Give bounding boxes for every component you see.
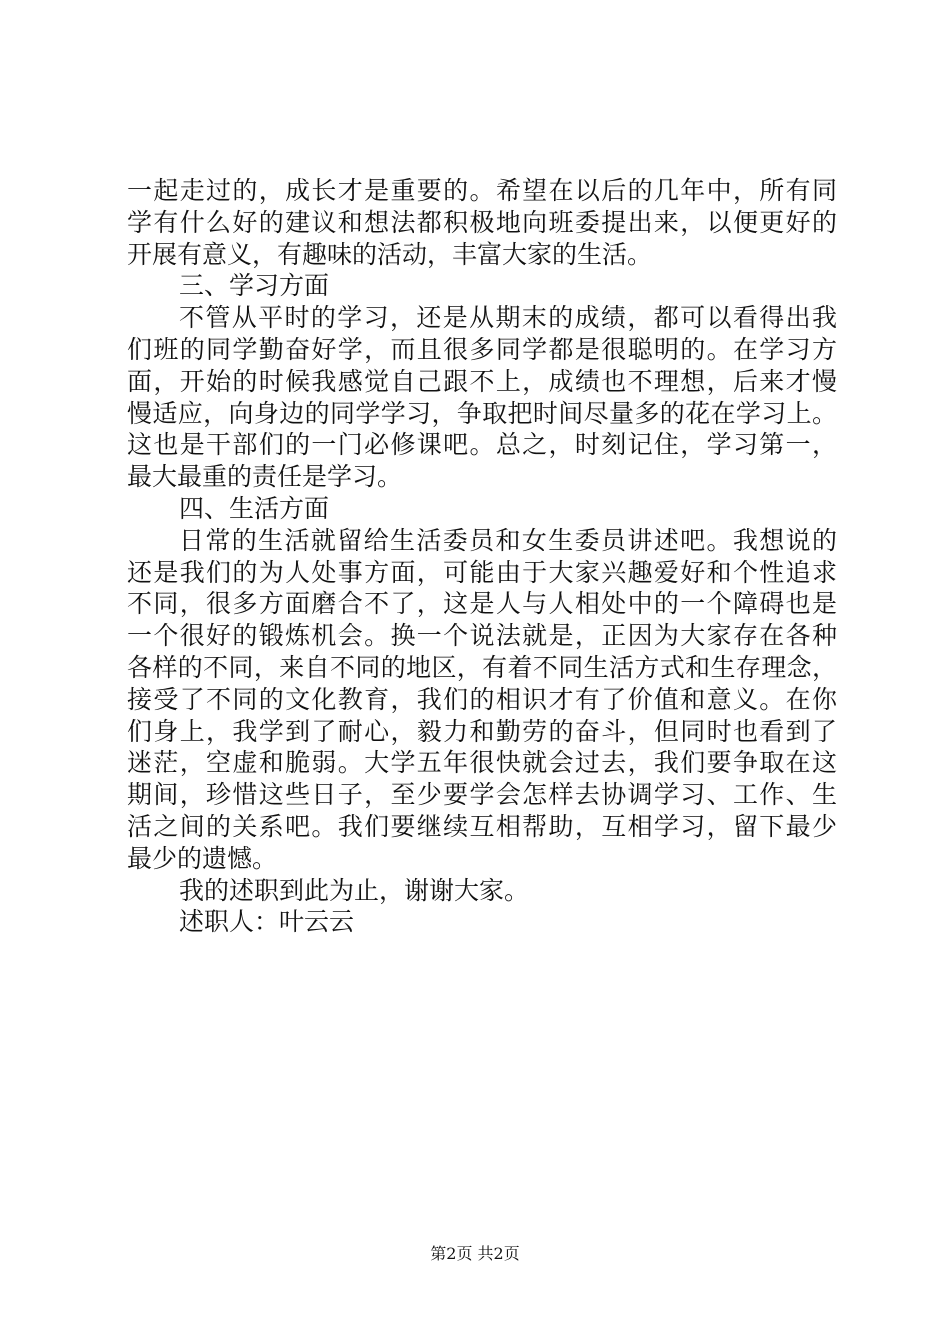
text-line: 活之间的关系吧。我们要继续互相帮助，互相学习，留下最少 [127, 811, 837, 841]
closing-line: 我的述职到此为止，谢谢大家。 [179, 875, 530, 905]
text-line: 接受了不同的文化教育，我们的相识才有了价值和意义。在你 [127, 684, 837, 714]
signature-line: 述职人：叶云云 [179, 907, 355, 937]
text-line: 一个很好的锻炼机会。换一个说法就是，正因为大家存在各种 [127, 621, 837, 651]
document-body [127, 175, 837, 938]
text-line: 学有什么好的建议和想法都积极地向班委提出来，以便更好的 [127, 207, 837, 237]
text-line: 开展有意义，有趣味的活动，丰富大家的生活。 [127, 239, 653, 269]
text-line: 最大最重的责任是学习。 [127, 462, 403, 492]
text-line: 面，开始的时候我感觉自己跟不上，成绩也不理想，后来才慢 [127, 366, 837, 396]
text-line: 还是我们的为人处事方面，可能由于大家兴趣爱好和个性追求 [127, 557, 837, 587]
text-line: 们身上，我学到了耐心，毅力和勤劳的奋斗，但同时也看到了 [127, 716, 837, 746]
text-line: 们班的同学勤奋好学，而且很多同学都是很聪明的。在学习方 [127, 334, 837, 364]
text-line: 不同，很多方面磨合不了，这是人与人相处中的一个障碍也是 [127, 589, 837, 619]
text-line: 日常的生活就留给生活委员和女生委员讲述吧。我想说的 [179, 525, 837, 555]
text-line: 最少的遗憾。 [127, 843, 278, 873]
section-heading-study: 三、学习方面 [179, 271, 330, 301]
text-line: 一起走过的，成长才是重要的。希望在以后的几年中，所有同 [127, 176, 837, 205]
section-heading-life: 四、生活方面 [179, 493, 330, 523]
text-line: 不管从平时的学习，还是从期末的成绩，都可以看得出我 [179, 303, 837, 333]
text-line: 慢适应，向身边的同学学习，争取把时间尽量多的花在学习上。 [127, 398, 837, 428]
text-line: 期间，珍惜这些日子，至少要学会怎样去协调学习、工作、生 [127, 780, 837, 810]
text-line: 迷茫，空虚和脆弱。大学五年很快就会过去，我们要争取在这 [127, 748, 837, 778]
text-line: 这也是干部们的一门必修课吧。总之，时刻记住，学习第一， [127, 430, 837, 460]
page-number: 第2页 共2页 [430, 1244, 520, 1263]
text-line: 各样的不同，来自不同的地区，有着不同生活方式和生存理念， [127, 652, 837, 682]
